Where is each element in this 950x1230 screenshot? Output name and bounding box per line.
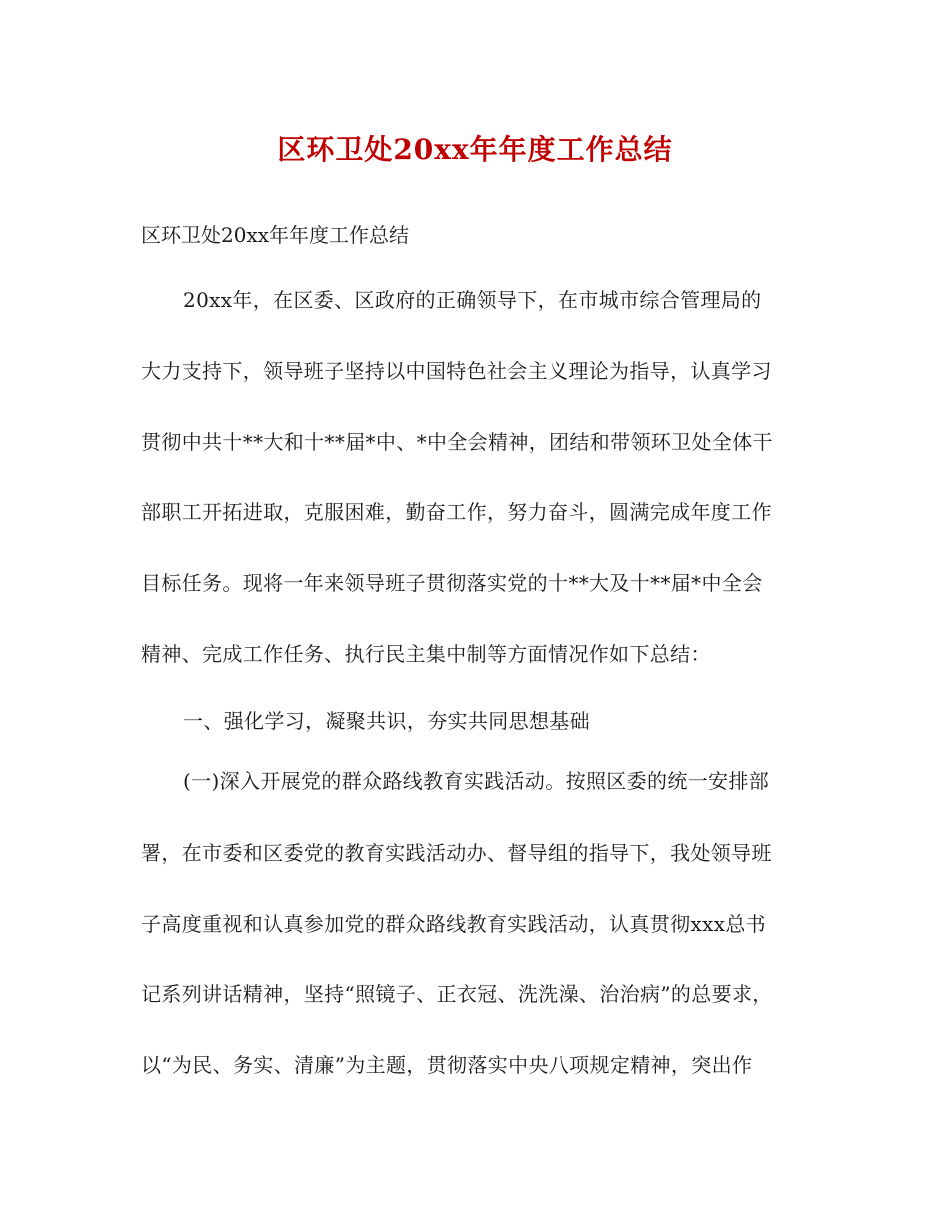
paragraph-line: 目标任务。现将一年来领导班子贯彻落实党的十**大及十**届*中全会 (141, 571, 763, 595)
paragraph-line: 部职工开拓进取，克服困难，勤奋工作，努力奋斗，圆满完成年度工作 (141, 500, 772, 524)
paragraph-line: (一)深入开展党的群众路线教育实践活动。按照区委的统一安排部 (183, 769, 770, 793)
paragraph-line: 记系列讲话精神，坚持“照镜子、正衣冠、洗洗澡、治治病”的总要求， (141, 982, 773, 1006)
paragraph-line: 20xx年，在区委、区政府的正确领导下，在市城市综合管理局的 (183, 288, 762, 312)
document-subtitle: 区环卫处20xx年年度工作总结 (141, 223, 410, 247)
paragraph-line: 大力支持下，领导班子坚持以中国特色社会主义理论为指导，认真学习 (141, 359, 772, 383)
section-heading: 一、强化学习，凝聚共识，夯实共同思想基础 (183, 709, 590, 733)
paragraph-line: 以“为民、务实、清廉”为主题，贯彻落实中央八项规定精神，突出作 (141, 1053, 753, 1077)
document-title: 区环卫处20xx年年度工作总结 (277, 133, 673, 166)
paragraph-line: 精神、完成工作任务、执行民主集中制等方面情况作如下总结： (141, 642, 711, 666)
paragraph-line: 子高度重视和认真参加党的群众路线教育实践活动，认真贯彻xxx总书 (141, 912, 767, 936)
paragraph-line: 署，在市委和区委党的教育实践活动办、督导组的指导下，我处领导班 (141, 841, 772, 865)
paragraph-line: 贯彻中共十**大和十**届*中、*中全会精神，团结和带领环卫处全体干 (141, 430, 773, 454)
